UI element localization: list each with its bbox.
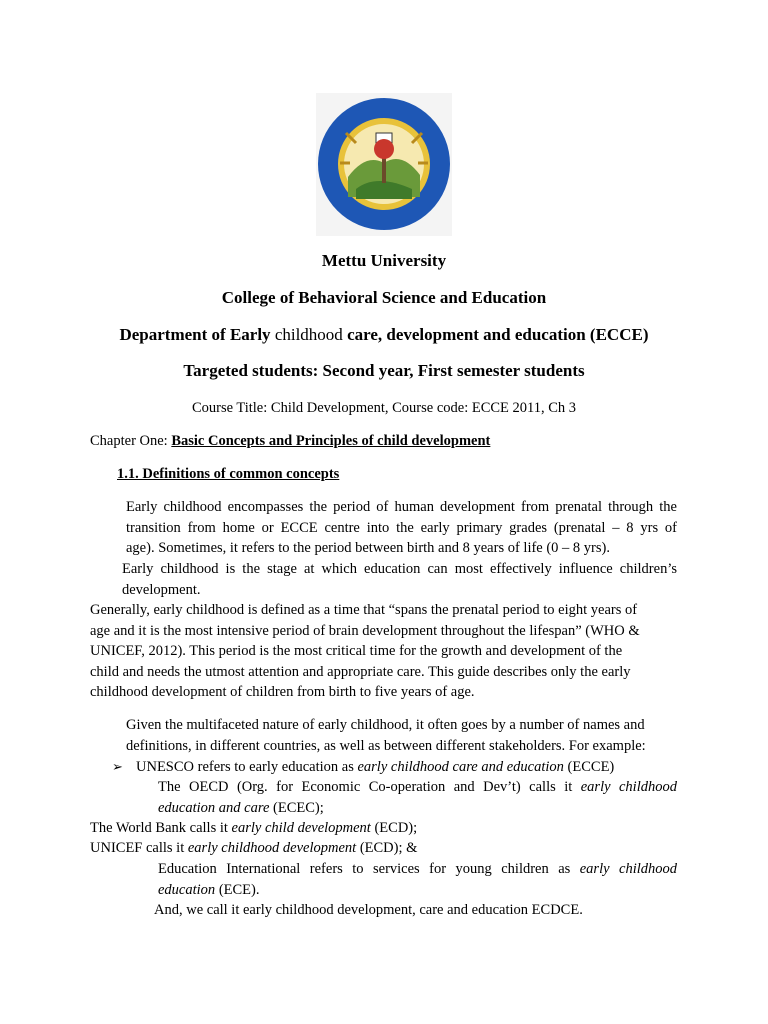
ei-abbr: (ECE). [215, 881, 260, 898]
targeted-students: Targeted students: Second year, First semester students [183, 361, 585, 380]
p4-line-1: Given the multifaceted nature of early childhood, it often goes by a number of names and [126, 717, 645, 733]
oecd-block [158, 777, 677, 818]
unesco-line [136, 757, 614, 778]
university-title: Mettu University [321, 251, 447, 270]
p3-line-3: UNICEF, 2012). This period is the most critical time for the growth and development of the [90, 643, 623, 659]
p4-line-2: definitions, in different countries, as well as between different stakeholders. For example: [126, 737, 646, 754]
chapter-title: Basic Concepts and Principles of child development [171, 433, 491, 449]
unesco-term: early childhood care and education [357, 759, 564, 775]
p3-line-1: Generally, early childhood is defined as a time that “spans the prenatal period to eight years of [90, 602, 638, 618]
p3-line-5: childhood development of children from birth to five years of age. [90, 684, 475, 700]
worldbank-term: early child development [231, 820, 371, 836]
unicef-term: early childhood development [187, 840, 357, 856]
paragraph-2 [122, 559, 677, 600]
closing-line: And, we call it early childhood development, care and education ECDCE. [154, 902, 583, 918]
oecd-line-2 [158, 798, 677, 819]
p1-line-2: transition from home or ECCE centre into the early primary grades (prenatal – 8 yrs of [126, 519, 677, 536]
oecd-text: The OECD (Org. for Economic Co-operation and Dev’t) calls it [158, 779, 581, 795]
department-part-2: childhood [274, 325, 343, 344]
department-part-3: care, development and education (ECCE) [342, 325, 649, 344]
logo-seal-icon [316, 93, 452, 236]
unicef-line [90, 838, 417, 859]
paragraph-1 [126, 497, 677, 559]
ei-line-1 [158, 859, 677, 880]
oecd-term-1: early childhood [580, 779, 677, 795]
paragraph-4 [126, 715, 677, 756]
university-logo [316, 93, 452, 236]
worldbank-text: The World Bank calls it [90, 820, 232, 836]
p2-line-2: development. [122, 581, 201, 598]
worldbank-line [90, 818, 417, 839]
chapter-prefix: Chapter One: [90, 433, 172, 449]
p1-line-3: age). Sometimes, it refers to the period between birth and 8 years of life (0 – 8 yrs). [126, 540, 610, 556]
p1-line-1: Early childhood encompasses the period of human development from prenatal through the [126, 499, 677, 515]
ei-block [158, 859, 677, 900]
worldbank-abbr: (ECD); [370, 820, 418, 836]
paragraph-3 [90, 600, 670, 703]
unicef-text: UNICEF calls it [90, 840, 188, 856]
department-title [0, 325, 768, 345]
oecd-abbr: (ECEC); [269, 799, 324, 816]
chapter-heading [90, 431, 490, 452]
unicef-abbr: (ECD); & [356, 840, 418, 856]
oecd-line-1 [158, 777, 677, 798]
p3-line-4: child and needs the utmost attention and appropriate care. This guide describes only the early [90, 663, 631, 680]
department-part-1: Department of Early [119, 325, 275, 344]
ei-term-2: education [158, 881, 216, 898]
section-title: 1.1. Definitions of common concepts [117, 466, 340, 482]
course-info: Course Title: Child Development, Course code: ECCE 2011, Ch 3 [191, 400, 577, 416]
p2-line-1: Early childhood is the stage at which education can most effectively influence children’s [122, 561, 677, 577]
ei-line-2 [158, 880, 677, 901]
arrow-bullet-icon: ➢ [112, 759, 123, 774]
oecd-term-2: education and care [158, 799, 270, 816]
unesco-abbr: (ECCE) [563, 759, 615, 775]
college-title: College of Behavioral Science and Education [221, 288, 547, 307]
ei-term-1: early childhood [579, 861, 677, 877]
unesco-text: UNESCO refers to early education as [136, 759, 358, 775]
ei-text: Education International refers to services for young children as [158, 861, 580, 877]
p3-line-2: age and it is the most intensive period of brain development throughout the lifespan” (WHO & [90, 622, 640, 639]
